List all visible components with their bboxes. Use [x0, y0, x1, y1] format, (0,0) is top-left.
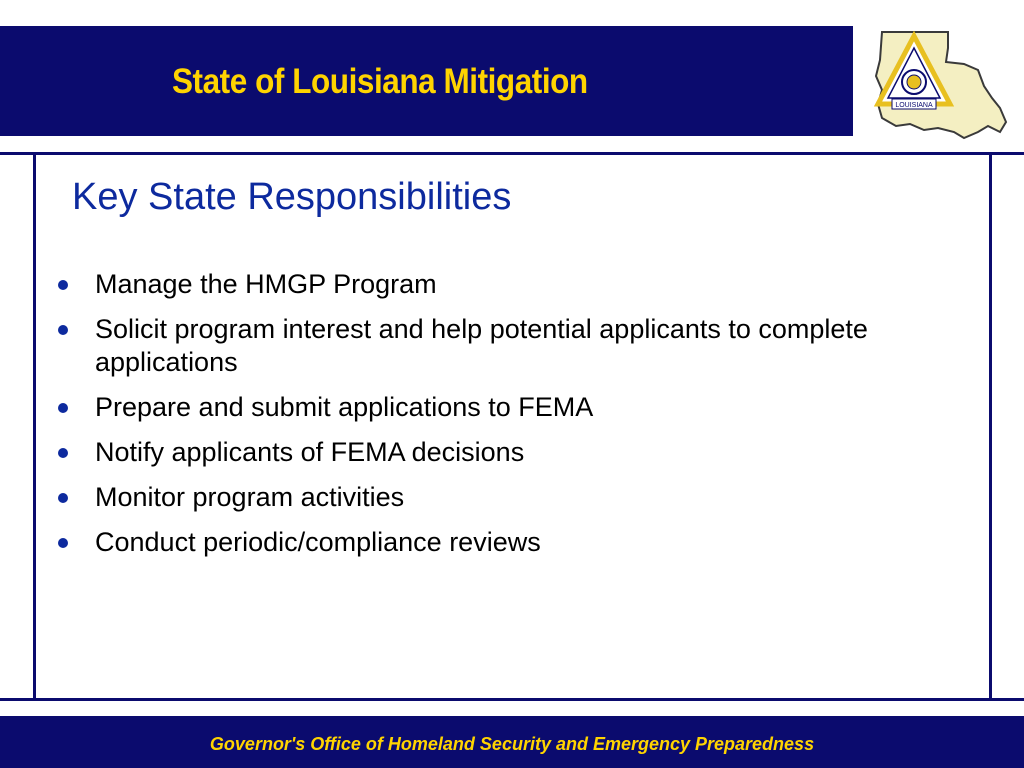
bullet-text: Monitor program activities: [95, 482, 405, 512]
bullet-list: [58, 268, 938, 571]
bullet-dot-icon: [58, 538, 68, 548]
left-frame-line: [33, 152, 36, 701]
logo-text: LOUISIANA: [895, 102, 933, 109]
bullet-item: [58, 481, 938, 514]
bottom-rule: [0, 698, 1024, 701]
bullet-dot-icon: [58, 493, 68, 503]
bullet-text: Solicit program interest and help potential applicants to complete applications: [95, 314, 868, 377]
bullet-item: [58, 268, 938, 301]
louisiana-seal-icon: [868, 28, 1010, 146]
footer-text: Governor's Office of Homeland Security and Emergency Preparedness: [209, 734, 815, 754]
bullet-dot-icon: [58, 280, 68, 290]
right-frame-line: [989, 152, 992, 701]
bullet-dot-icon: [58, 448, 68, 458]
bullet-text: Manage the HMGP Program: [95, 269, 437, 299]
header-title: State of Louisiana Mitigation: [172, 62, 588, 101]
bullet-item: [58, 526, 938, 559]
top-rule: [0, 152, 1024, 155]
bullet-text: Notify applicants of FEMA decisions: [95, 437, 525, 467]
bullet-text: Prepare and submit applications to FEMA: [95, 392, 594, 422]
bullet-dot-icon: [58, 403, 68, 413]
slide-title: Key State Responsibilities: [72, 176, 512, 218]
bullet-dot-icon: [58, 325, 68, 335]
bullet-item: [58, 313, 938, 379]
bullet-item: [58, 391, 938, 424]
bullet-text: Conduct periodic/compliance reviews: [95, 527, 541, 557]
bullet-item: [58, 436, 938, 469]
